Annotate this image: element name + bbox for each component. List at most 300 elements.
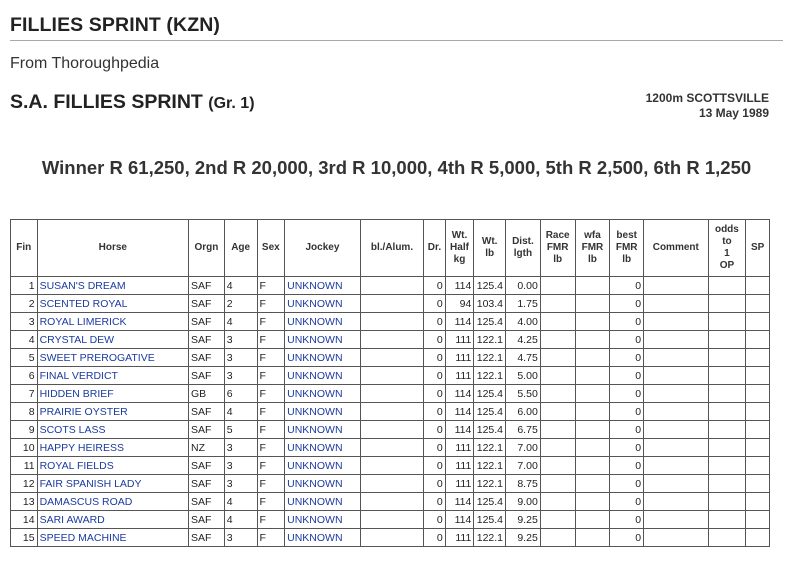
- cell-age: 4: [224, 313, 257, 331]
- cell-orgn: SAF: [188, 421, 224, 439]
- cell-orgn: SAF: [188, 331, 224, 349]
- cell-wt-lb: 125.4: [474, 277, 506, 295]
- col-orgn: Orgn: [188, 220, 224, 277]
- cell-sex: F: [257, 385, 285, 403]
- cell-sex: F: [257, 529, 285, 547]
- table-row: [11, 295, 770, 313]
- cell-wt-half: 111: [445, 439, 474, 457]
- cell-age: 4: [224, 277, 257, 295]
- col-dist: Dist. lgth: [506, 220, 541, 277]
- jockey-link[interactable]: UNKNOWN: [285, 475, 361, 493]
- cell-wt-half: 114: [445, 313, 474, 331]
- cell-dr: 0: [424, 331, 445, 349]
- cell-comment: [644, 493, 708, 511]
- cell-sp: [746, 493, 770, 511]
- cell-comment: [644, 457, 708, 475]
- cell-wt-half: 114: [445, 421, 474, 439]
- cell-sex: F: [257, 439, 285, 457]
- cell-comment: [644, 511, 708, 529]
- cell-best-fmr: 0: [610, 493, 644, 511]
- cell-race-fmr: [540, 403, 575, 421]
- cell-comment: [644, 475, 708, 493]
- cell-dist: 4.25: [506, 331, 541, 349]
- cell-dr: 0: [424, 403, 445, 421]
- source-line: From Thoroughpedia: [10, 55, 160, 72]
- cell-odds: [708, 457, 746, 475]
- results-table: [10, 219, 770, 547]
- horse-link[interactable]: FAIR SPANISH LADY: [37, 475, 188, 493]
- cell-dist: 7.00: [506, 457, 541, 475]
- cell-wt-half: 111: [445, 529, 474, 547]
- race-name: S.A. FILLIES SPRINT: [10, 91, 203, 113]
- cell-best-fmr: 0: [610, 439, 644, 457]
- cell-blalum: [360, 529, 423, 547]
- horse-link[interactable]: FINAL VERDICT: [37, 367, 188, 385]
- cell-sp: [746, 331, 770, 349]
- cell-wt-lb: 122.1: [474, 475, 506, 493]
- horse-link[interactable]: CRYSTAL DEW: [37, 331, 188, 349]
- cell-best-fmr: 0: [610, 511, 644, 529]
- cell-blalum: [360, 475, 423, 493]
- cell-wfa-fmr: [575, 475, 610, 493]
- cell-comment: [644, 331, 708, 349]
- cell-age: 3: [224, 457, 257, 475]
- cell-fin: 8: [11, 403, 38, 421]
- cell-odds: [708, 331, 746, 349]
- cell-blalum: [360, 385, 423, 403]
- cell-wfa-fmr: [575, 367, 610, 385]
- cell-orgn: SAF: [188, 475, 224, 493]
- cell-fin: 6: [11, 367, 38, 385]
- jockey-link[interactable]: UNKNOWN: [285, 349, 361, 367]
- cell-age: 3: [224, 529, 257, 547]
- cell-dist: 6.00: [506, 403, 541, 421]
- cell-odds: [708, 367, 746, 385]
- table-row: [11, 277, 770, 295]
- cell-wt-lb: 125.4: [474, 385, 506, 403]
- horse-link[interactable]: ROYAL LIMERICK: [37, 313, 188, 331]
- cell-age: 3: [224, 331, 257, 349]
- cell-odds: [708, 295, 746, 313]
- cell-dr: 0: [424, 349, 445, 367]
- cell-wt-lb: 122.1: [474, 367, 506, 385]
- jockey-link[interactable]: UNKNOWN: [285, 295, 361, 313]
- cell-odds: [708, 277, 746, 295]
- cell-blalum: [360, 295, 423, 313]
- horse-link[interactable]: HIDDEN BRIEF: [37, 385, 188, 403]
- col-blalum: bl./Alum.: [360, 220, 423, 277]
- cell-fin: 10: [11, 439, 38, 457]
- cell-wfa-fmr: [575, 313, 610, 331]
- cell-orgn: SAF: [188, 457, 224, 475]
- cell-sex: F: [257, 403, 285, 421]
- cell-fin: 5: [11, 349, 38, 367]
- race-info: [646, 91, 769, 121]
- cell-fin: 3: [11, 313, 38, 331]
- cell-dist: 5.00: [506, 367, 541, 385]
- race-grade: (Gr. 1): [208, 95, 255, 112]
- cell-sp: [746, 277, 770, 295]
- cell-orgn: SAF: [188, 511, 224, 529]
- col-sp: SP: [746, 220, 770, 277]
- cell-wt-half: 114: [445, 493, 474, 511]
- horse-link[interactable]: DAMASCUS ROAD: [37, 493, 188, 511]
- jockey-link[interactable]: UNKNOWN: [285, 421, 361, 439]
- cell-dist: 0.00: [506, 277, 541, 295]
- cell-wt-half: 94: [445, 295, 474, 313]
- table-row: [11, 493, 770, 511]
- cell-race-fmr: [540, 313, 575, 331]
- jockey-link[interactable]: UNKNOWN: [285, 385, 361, 403]
- cell-blalum: [360, 439, 423, 457]
- cell-odds: [708, 475, 746, 493]
- cell-comment: [644, 403, 708, 421]
- table-row: [11, 529, 770, 547]
- cell-wt-lb: 122.1: [474, 349, 506, 367]
- cell-race-fmr: [540, 493, 575, 511]
- cell-age: 2: [224, 295, 257, 313]
- cell-sex: F: [257, 367, 285, 385]
- header-row: [11, 220, 770, 277]
- cell-sp: [746, 511, 770, 529]
- cell-race-fmr: [540, 421, 575, 439]
- cell-sex: F: [257, 511, 285, 529]
- cell-best-fmr: 0: [610, 403, 644, 421]
- cell-odds: [708, 313, 746, 331]
- cell-sex: F: [257, 295, 285, 313]
- jockey-link[interactable]: UNKNOWN: [285, 277, 361, 295]
- cell-best-fmr: 0: [610, 349, 644, 367]
- cell-dist: 9.25: [506, 529, 541, 547]
- cell-wt-half: 111: [445, 475, 474, 493]
- cell-best-fmr: 0: [610, 457, 644, 475]
- cell-orgn: SAF: [188, 403, 224, 421]
- cell-wfa-fmr: [575, 403, 610, 421]
- cell-blalum: [360, 367, 423, 385]
- cell-sp: [746, 439, 770, 457]
- cell-wfa-fmr: [575, 277, 610, 295]
- cell-dist: 4.75: [506, 349, 541, 367]
- cell-odds: [708, 529, 746, 547]
- cell-orgn: SAF: [188, 349, 224, 367]
- cell-dist: 6.75: [506, 421, 541, 439]
- cell-age: 3: [224, 475, 257, 493]
- horse-link[interactable]: SCOTS LASS: [37, 421, 188, 439]
- table-row: [11, 439, 770, 457]
- col-odds: odds to 1 OP: [708, 220, 746, 277]
- cell-wt-half: 111: [445, 331, 474, 349]
- cell-dr: 0: [424, 529, 445, 547]
- cell-wt-lb: 122.1: [474, 331, 506, 349]
- cell-wt-half: 114: [445, 403, 474, 421]
- table-row: [11, 511, 770, 529]
- cell-odds: [708, 421, 746, 439]
- cell-age: 3: [224, 367, 257, 385]
- jockey-link[interactable]: UNKNOWN: [285, 439, 361, 457]
- prize-money: Winner R 61,250, 2nd R 20,000, 3rd R 10,000, 4th R 5,000, 5th R 2,500, 6th R 1,250: [41, 157, 752, 178]
- cell-age: 4: [224, 511, 257, 529]
- col-sex: Sex: [257, 220, 285, 277]
- cell-wt-half: 114: [445, 385, 474, 403]
- cell-best-fmr: 0: [610, 475, 644, 493]
- cell-sex: F: [257, 421, 285, 439]
- cell-wfa-fmr: [575, 511, 610, 529]
- cell-dr: 0: [424, 277, 445, 295]
- cell-dr: 0: [424, 475, 445, 493]
- horse-link[interactable]: PRAIRIE OYSTER: [37, 403, 188, 421]
- cell-wfa-fmr: [575, 439, 610, 457]
- cell-wt-lb: 122.1: [474, 439, 506, 457]
- cell-sex: F: [257, 349, 285, 367]
- cell-wt-half: 111: [445, 367, 474, 385]
- cell-race-fmr: [540, 529, 575, 547]
- cell-best-fmr: 0: [610, 421, 644, 439]
- page-title: FILLIES SPRINT (KZN): [10, 14, 220, 36]
- cell-comment: [644, 313, 708, 331]
- cell-sex: F: [257, 457, 285, 475]
- cell-age: 6: [224, 385, 257, 403]
- cell-dist: 5.50: [506, 385, 541, 403]
- cell-fin: 11: [11, 457, 38, 475]
- cell-wt-lb: 122.1: [474, 529, 506, 547]
- cell-fin: 9: [11, 421, 38, 439]
- cell-dr: 0: [424, 421, 445, 439]
- col-horse: Horse: [37, 220, 188, 277]
- cell-wfa-fmr: [575, 295, 610, 313]
- table-row: [11, 457, 770, 475]
- cell-comment: [644, 295, 708, 313]
- cell-age: 5: [224, 421, 257, 439]
- jockey-link[interactable]: UNKNOWN: [285, 367, 361, 385]
- cell-sex: F: [257, 277, 285, 295]
- cell-wfa-fmr: [575, 331, 610, 349]
- cell-race-fmr: [540, 385, 575, 403]
- table-row: [11, 367, 770, 385]
- cell-comment: [644, 529, 708, 547]
- horse-link[interactable]: SWEET PREROGATIVE: [37, 349, 188, 367]
- cell-wfa-fmr: [575, 349, 610, 367]
- col-wfa-fmr: wfa FMR lb: [575, 220, 610, 277]
- cell-sex: F: [257, 493, 285, 511]
- cell-fin: 13: [11, 493, 38, 511]
- col-fin: Fin: [11, 220, 38, 277]
- horse-link[interactable]: SCENTED ROYAL: [37, 295, 188, 313]
- race-title: [10, 91, 255, 114]
- cell-age: 3: [224, 439, 257, 457]
- cell-dist: 9.00: [506, 493, 541, 511]
- cell-fin: 4: [11, 331, 38, 349]
- cell-race-fmr: [540, 511, 575, 529]
- table-row: [11, 421, 770, 439]
- cell-orgn: GB: [188, 385, 224, 403]
- cell-wt-half: 111: [445, 457, 474, 475]
- cell-wt-half: 114: [445, 277, 474, 295]
- cell-dr: 0: [424, 313, 445, 331]
- cell-race-fmr: [540, 295, 575, 313]
- col-jockey: Jockey: [285, 220, 361, 277]
- cell-fin: 14: [11, 511, 38, 529]
- cell-dist: 7.00: [506, 439, 541, 457]
- cell-orgn: SAF: [188, 367, 224, 385]
- cell-orgn: SAF: [188, 493, 224, 511]
- col-age: Age: [224, 220, 257, 277]
- cell-blalum: [360, 511, 423, 529]
- table-row: [11, 403, 770, 421]
- jockey-link[interactable]: UNKNOWN: [285, 493, 361, 511]
- jockey-link[interactable]: UNKNOWN: [285, 457, 361, 475]
- cell-fin: 15: [11, 529, 38, 547]
- cell-odds: [708, 403, 746, 421]
- cell-wt-lb: 125.4: [474, 421, 506, 439]
- cell-sp: [746, 529, 770, 547]
- cell-fin: 7: [11, 385, 38, 403]
- cell-dist: 4.00: [506, 313, 541, 331]
- cell-sp: [746, 403, 770, 421]
- cell-dr: 0: [424, 295, 445, 313]
- jockey-link[interactable]: UNKNOWN: [285, 313, 361, 331]
- cell-odds: [708, 385, 746, 403]
- cell-race-fmr: [540, 277, 575, 295]
- cell-sp: [746, 367, 770, 385]
- jockey-link[interactable]: UNKNOWN: [285, 511, 361, 529]
- horse-link[interactable]: SUSAN'S DREAM: [37, 277, 188, 295]
- horse-link[interactable]: SARI AWARD: [37, 511, 188, 529]
- cell-odds: [708, 439, 746, 457]
- title-divider: [10, 40, 783, 41]
- cell-wfa-fmr: [575, 421, 610, 439]
- col-wt-lb: Wt. lb: [474, 220, 506, 277]
- col-wt-half: Wt. Half kg: [445, 220, 474, 277]
- table-row: [11, 385, 770, 403]
- cell-dist: 8.75: [506, 475, 541, 493]
- cell-dr: 0: [424, 457, 445, 475]
- jockey-link[interactable]: UNKNOWN: [285, 529, 361, 547]
- cell-odds: [708, 349, 746, 367]
- col-best-fmr: best FMR lb: [610, 220, 644, 277]
- cell-best-fmr: 0: [610, 367, 644, 385]
- cell-race-fmr: [540, 457, 575, 475]
- cell-dr: 0: [424, 367, 445, 385]
- cell-fin: 12: [11, 475, 38, 493]
- cell-sp: [746, 313, 770, 331]
- cell-wfa-fmr: [575, 457, 610, 475]
- cell-best-fmr: 0: [610, 313, 644, 331]
- cell-blalum: [360, 457, 423, 475]
- cell-wfa-fmr: [575, 493, 610, 511]
- cell-comment: [644, 385, 708, 403]
- cell-orgn: SAF: [188, 277, 224, 295]
- jockey-link[interactable]: UNKNOWN: [285, 403, 361, 421]
- cell-sp: [746, 295, 770, 313]
- cell-sp: [746, 421, 770, 439]
- cell-dr: 0: [424, 385, 445, 403]
- cell-race-fmr: [540, 367, 575, 385]
- horse-link[interactable]: SPEED MACHINE: [37, 529, 188, 547]
- horse-link[interactable]: HAPPY HEIRESS: [37, 439, 188, 457]
- table-row: [11, 331, 770, 349]
- cell-comment: [644, 349, 708, 367]
- race-distance-venue: 1200m SCOTTSVILLE: [645, 91, 769, 105]
- cell-blalum: [360, 277, 423, 295]
- cell-age: 4: [224, 403, 257, 421]
- cell-dr: 0: [424, 493, 445, 511]
- cell-sex: F: [257, 313, 285, 331]
- cell-orgn: SAF: [188, 529, 224, 547]
- cell-sp: [746, 349, 770, 367]
- cell-race-fmr: [540, 331, 575, 349]
- cell-best-fmr: 0: [610, 529, 644, 547]
- col-dr: Dr.: [424, 220, 445, 277]
- cell-orgn: NZ: [188, 439, 224, 457]
- table-row: [11, 475, 770, 493]
- horse-link[interactable]: ROYAL FIELDS: [37, 457, 188, 475]
- cell-sex: F: [257, 475, 285, 493]
- cell-blalum: [360, 331, 423, 349]
- results-body: [11, 277, 770, 547]
- cell-sp: [746, 475, 770, 493]
- col-comment: Comment: [644, 220, 708, 277]
- cell-blalum: [360, 403, 423, 421]
- cell-best-fmr: 0: [610, 277, 644, 295]
- cell-wt-lb: 122.1: [474, 457, 506, 475]
- cell-wt-lb: 125.4: [474, 493, 506, 511]
- cell-wt-half: 114: [445, 511, 474, 529]
- cell-best-fmr: 0: [610, 385, 644, 403]
- cell-blalum: [360, 421, 423, 439]
- cell-fin: 1: [11, 277, 38, 295]
- cell-race-fmr: [540, 475, 575, 493]
- cell-blalum: [360, 349, 423, 367]
- cell-comment: [644, 367, 708, 385]
- cell-best-fmr: 0: [610, 331, 644, 349]
- jockey-link[interactable]: UNKNOWN: [285, 331, 361, 349]
- cell-dist: 9.25: [506, 511, 541, 529]
- cell-wt-half: 111: [445, 349, 474, 367]
- cell-dr: 0: [424, 439, 445, 457]
- cell-blalum: [360, 313, 423, 331]
- cell-wt-lb: 125.4: [474, 511, 506, 529]
- cell-race-fmr: [540, 439, 575, 457]
- cell-comment: [644, 439, 708, 457]
- cell-sex: F: [257, 331, 285, 349]
- cell-wt-lb: 125.4: [474, 403, 506, 421]
- col-race-fmr: Race FMR lb: [540, 220, 575, 277]
- cell-dist: 1.75: [506, 295, 541, 313]
- cell-comment: [644, 277, 708, 295]
- cell-wt-lb: 125.4: [474, 313, 506, 331]
- cell-orgn: SAF: [188, 295, 224, 313]
- cell-age: 3: [224, 349, 257, 367]
- cell-dr: 0: [424, 511, 445, 529]
- table-row: [11, 313, 770, 331]
- cell-wfa-fmr: [575, 529, 610, 547]
- cell-wfa-fmr: [575, 385, 610, 403]
- cell-fin: 2: [11, 295, 38, 313]
- race-date: 13 May 1989: [698, 106, 769, 120]
- cell-orgn: SAF: [188, 313, 224, 331]
- cell-blalum: [360, 493, 423, 511]
- cell-sp: [746, 385, 770, 403]
- cell-odds: [708, 511, 746, 529]
- table-row: [11, 349, 770, 367]
- cell-age: 4: [224, 493, 257, 511]
- cell-wt-lb: 103.4: [474, 295, 506, 313]
- cell-sp: [746, 457, 770, 475]
- cell-best-fmr: 0: [610, 295, 644, 313]
- cell-odds: [708, 493, 746, 511]
- cell-comment: [644, 421, 708, 439]
- cell-race-fmr: [540, 349, 575, 367]
